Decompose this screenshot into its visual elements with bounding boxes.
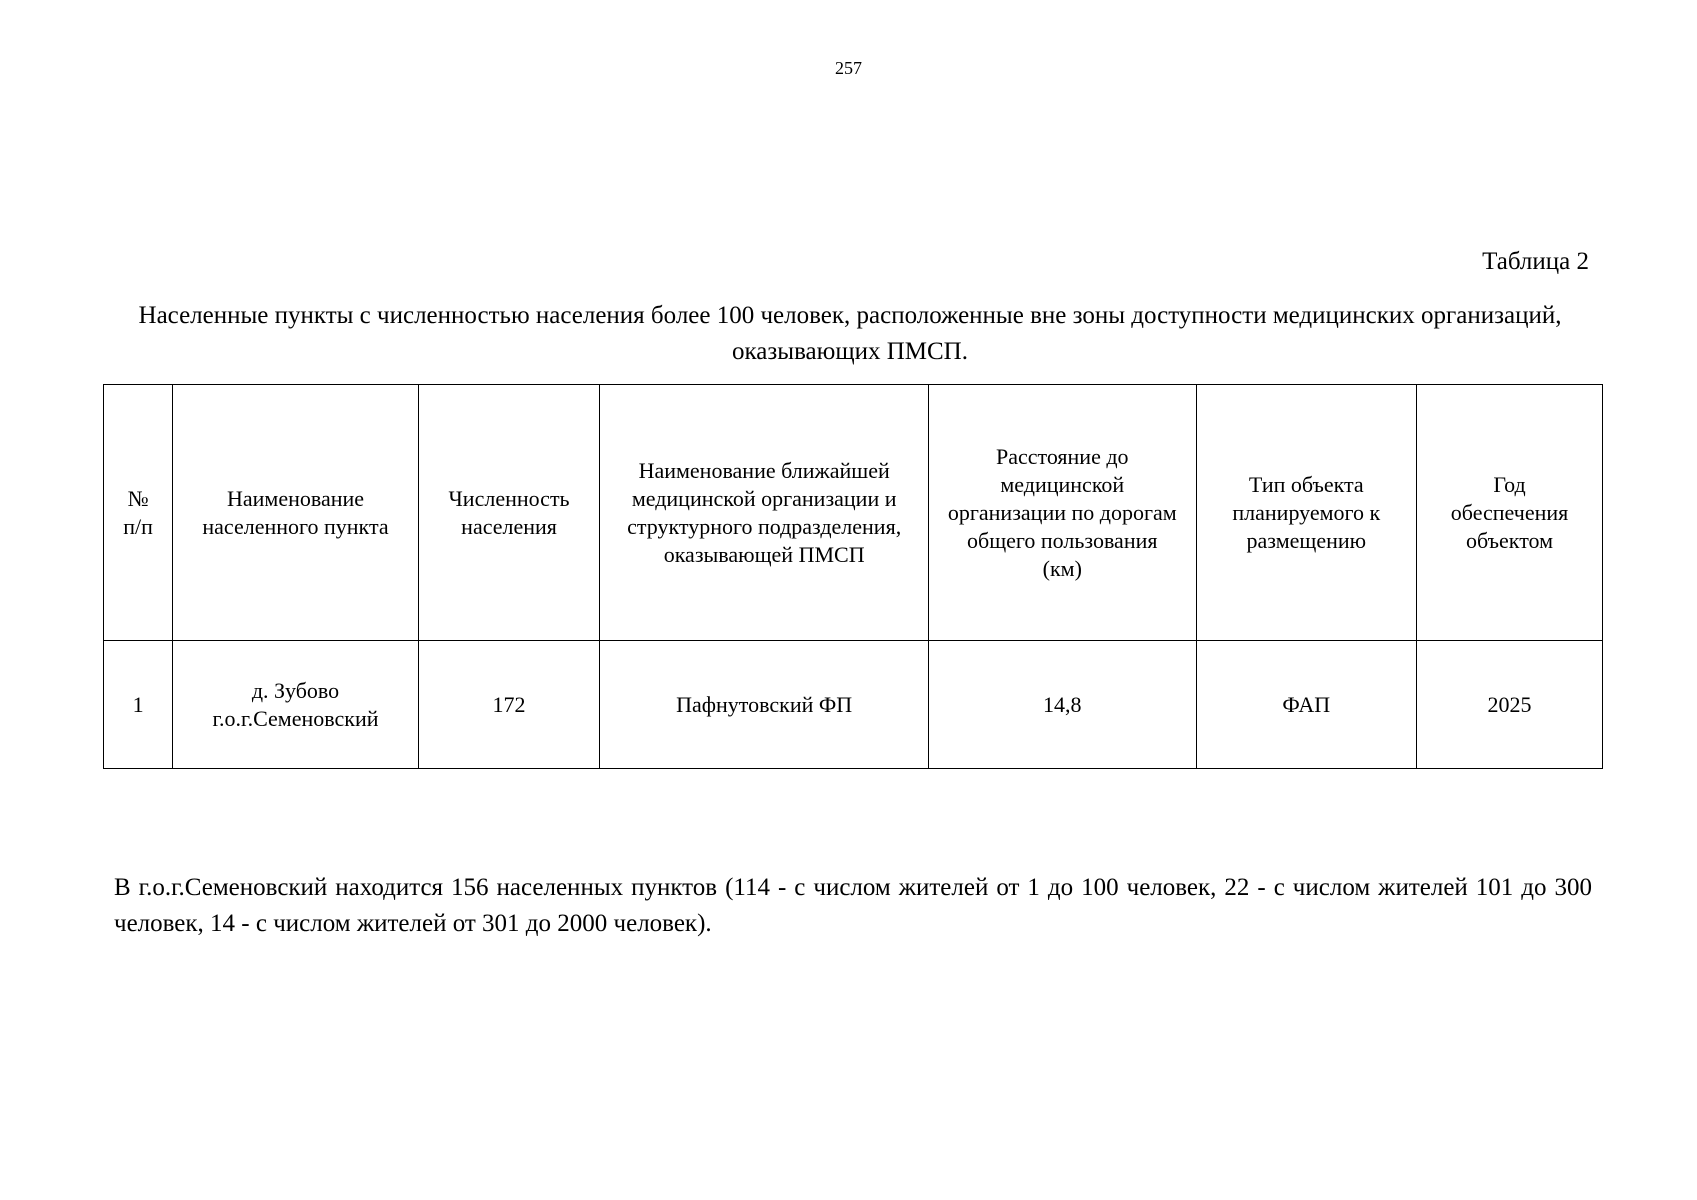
header-cell-population: Численность населения (418, 385, 600, 641)
cell-year: 2025 (1417, 641, 1603, 769)
settlements-table (103, 384, 1603, 769)
cell-object-type: ФАП (1196, 641, 1416, 769)
cell-population: 172 (418, 641, 600, 769)
header-cell-distance: Расстояние до медицинской организации по дорогам общего пользования (км) (928, 385, 1196, 641)
header-cell-object-type: Тип объекта планируемого к размещению (1196, 385, 1416, 641)
header-cell-year: Год обеспечения объектом (1417, 385, 1603, 641)
page-number: 257 (835, 58, 862, 78)
table-body (104, 641, 1603, 769)
header-cell-number: № п/п (104, 385, 173, 641)
cell-settlement-name: д. Зубово г.о.г.Семеновский (173, 641, 419, 769)
header-cell-settlement-name: Наименование населенного пункта (173, 385, 419, 641)
body-paragraph: В г.о.г.Семеновский находится 156 населенных пунктов (114 - с числом жителей от 1 до 100 человек, 22 - с числом жителей 101 до 300 человек, 14 - с числом жителей от 301 до 2000 человек). (114, 874, 1592, 937)
table-caption: Таблица 2 (1482, 248, 1589, 275)
header-row (104, 385, 1603, 641)
cell-distance: 14,8 (928, 641, 1196, 769)
table-header (104, 385, 1603, 641)
table-row (104, 641, 1603, 769)
table-title: Населенные пункты с численностью населения более 100 человек, расположенные вне зоны доступности медицинских организаций, оказывающих ПМСП. (138, 302, 1562, 365)
cell-medical-organization: Пафнутовский ФП (600, 641, 929, 769)
cell-number: 1 (104, 641, 173, 769)
header-cell-medical-organization: Наименование ближайшей медицинской организации и структурного подразделения, оказывающей ПМСП (600, 385, 929, 641)
